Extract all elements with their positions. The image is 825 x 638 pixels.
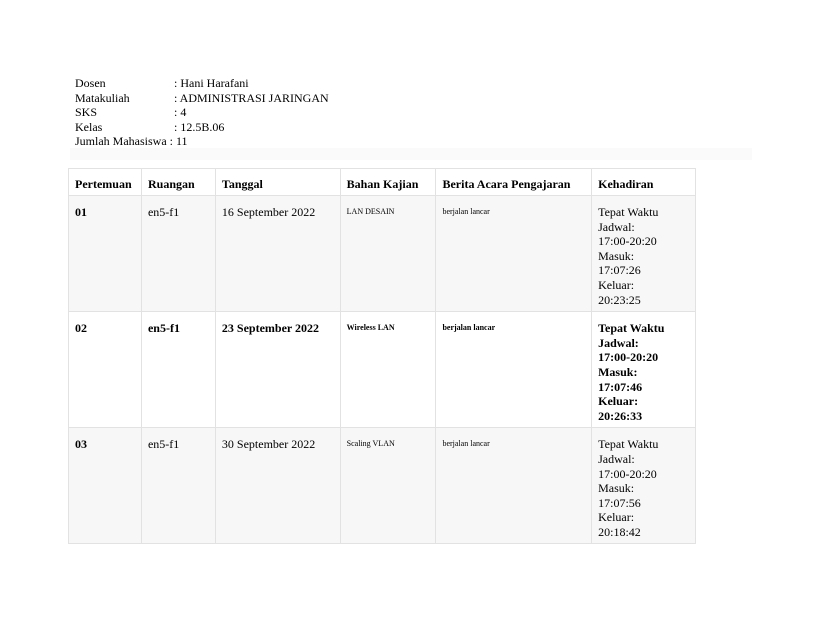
kehadiran-label: Jadwal: (598, 451, 635, 466)
info-label: Jumlah Mahasiswa (75, 134, 167, 149)
info-label: Kelas (75, 119, 103, 134)
kehadiran-value: 20:18:42 (598, 524, 641, 539)
column-header-tanggal: Tanggal (215, 169, 340, 196)
cell-pertemuan: 02 (69, 312, 142, 428)
table-row (69, 312, 696, 428)
kehadiran-label: Jadwal: (598, 219, 635, 234)
cell-kehadiran (592, 428, 696, 544)
cell-bahan-kajian: LAN DESAIN (340, 196, 436, 312)
cell-ruangan: en5-f1 (141, 196, 215, 312)
kehadiran-label: Masuk: (598, 364, 638, 379)
info-row-matakuliah (75, 91, 329, 106)
kehadiran-label: Masuk: (598, 481, 635, 496)
cell-bahan-kajian: Scaling VLAN (340, 428, 436, 544)
cell-berita-acara: berjalan lancar (436, 312, 592, 428)
kehadiran-label: Keluar: (598, 394, 639, 409)
cell-kehadiran (592, 196, 696, 312)
cell-bahan-kajian: Wireless LAN (340, 312, 436, 428)
cell-tanggal: 23 September 2022 (215, 312, 340, 428)
kehadiran-label: Masuk: (598, 248, 635, 263)
cell-pertemuan: 03 (69, 428, 142, 544)
cell-berita-acara: berjalan lancar (436, 428, 592, 544)
kehadiran-value: 17:00-20:20 (598, 466, 657, 481)
cell-kehadiran (592, 312, 696, 428)
kehadiran-label: Keluar: (598, 277, 635, 292)
info-row-dosen (75, 76, 329, 91)
cell-tanggal: 30 September 2022 (215, 428, 340, 544)
kehadiran-status: Tepat Waktu (598, 437, 659, 452)
column-header-kehadiran: Kehadiran (592, 169, 696, 196)
info-label: Dosen (75, 76, 106, 90)
info-value: : 11 (166, 134, 188, 149)
table-row (69, 196, 696, 312)
kehadiran-value: 17:00-20:20 (598, 350, 659, 365)
column-header-pertemuan: Pertemuan (69, 169, 142, 196)
kehadiran-label: Jadwal: (598, 335, 639, 350)
course-info (75, 76, 329, 149)
separator-band (70, 148, 752, 160)
info-row-kelas (75, 120, 329, 135)
column-header-ruangan: Ruangan (141, 169, 215, 196)
kehadiran-value: 17:07:26 (598, 263, 641, 278)
column-header-bahan-kajian: Bahan Kajian (340, 169, 436, 196)
kehadiran-value: 17:07:46 (598, 379, 643, 394)
info-value: : 12.5B.06 (174, 119, 225, 134)
attendance-table (68, 168, 696, 544)
column-header-berita-acara: Berita Acara Pengajaran (436, 169, 592, 196)
table-row (69, 428, 696, 544)
kehadiran-value: 20:23:25 (598, 292, 641, 307)
info-label: SKS (75, 105, 98, 120)
kehadiran-status: Tepat Waktu (598, 321, 665, 336)
info-label: Matakuliah (75, 90, 130, 105)
cell-ruangan: en5-f1 (141, 312, 215, 428)
kehadiran-value: 17:07:56 (598, 495, 641, 510)
info-value: : ADMINISTRASI JARINGAN (174, 90, 329, 105)
info-value: : 4 (174, 105, 187, 120)
kehadiran-status: Tepat Waktu (598, 205, 659, 219)
info-row-sks (75, 105, 329, 120)
kehadiran-label: Keluar: (598, 510, 635, 525)
kehadiran-value: 17:00-20:20 (598, 234, 657, 249)
table-header-row (69, 169, 696, 196)
kehadiran-value: 20:26:33 (598, 408, 643, 423)
cell-tanggal: 16 September 2022 (215, 196, 340, 312)
cell-berita-acara: berjalan lancar (436, 196, 592, 312)
cell-pertemuan: 01 (69, 196, 142, 312)
cell-ruangan: en5-f1 (141, 428, 215, 544)
info-value: : Hani Harafani (174, 76, 249, 90)
info-row-jumlah-mahasiswa (75, 134, 329, 149)
